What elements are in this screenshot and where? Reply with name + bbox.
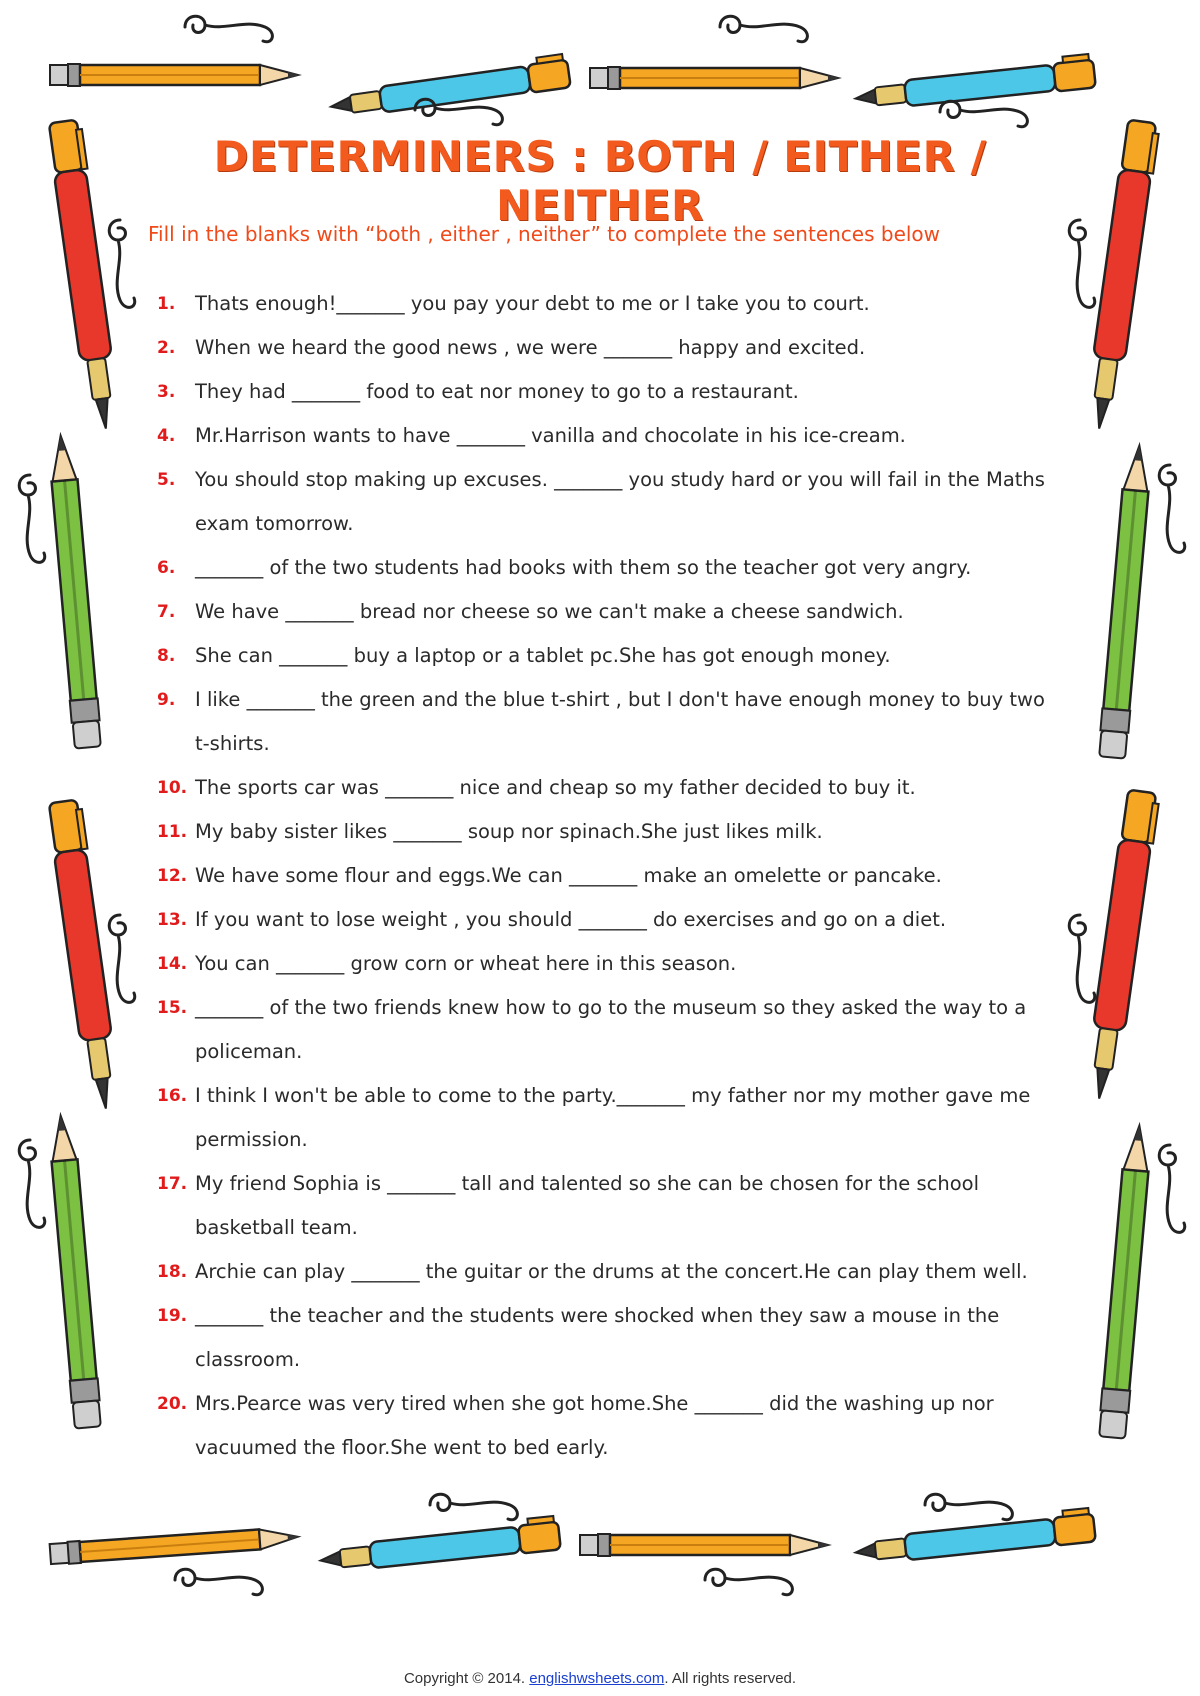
copyright-footer bbox=[0, 1670, 1200, 1687]
question-number: 7. bbox=[157, 602, 176, 622]
question-text: Thats enough!_______ you pay your debt to me or I take you to court. bbox=[195, 292, 870, 315]
question-text: You should stop making up excuses. _______ you study hard or you will fail in the Maths exam tomorrow. bbox=[195, 468, 1045, 535]
question-number: 16. bbox=[157, 1086, 188, 1106]
question-item bbox=[157, 458, 1057, 546]
question-text: They had _______ food to eat nor money to go to a restaurant. bbox=[195, 380, 799, 403]
question-text: Archie can play _______ the guitar or the drums at the concert.He can play them well. bbox=[195, 1260, 1028, 1283]
question-number: 17. bbox=[157, 1174, 188, 1194]
question-text: When we heard the good news , we were _______ happy and excited. bbox=[195, 336, 866, 359]
pencil-icon bbox=[47, 1114, 102, 1428]
question-item bbox=[157, 282, 1057, 326]
question-text: _______ the teacher and the students were shocked when they saw a mouse in the classroom. bbox=[195, 1304, 1000, 1371]
question-item bbox=[157, 898, 1057, 942]
question-number: 11. bbox=[157, 822, 188, 842]
question-number: 10. bbox=[157, 778, 188, 798]
question-number: 20. bbox=[157, 1394, 188, 1414]
question-text: I think I won't be able to come to the party._______ my father nor my mother gave me permission. bbox=[195, 1084, 1031, 1151]
pencil-icon bbox=[50, 64, 300, 86]
question-number: 15. bbox=[157, 998, 188, 1018]
copyright-suffix: . All rights reserved. bbox=[664, 1670, 797, 1687]
pen-icon bbox=[854, 1508, 1096, 1567]
question-number: 8. bbox=[157, 646, 176, 666]
instructions: Fill in the blanks with “both , either , neither” to complete the sentences below bbox=[148, 222, 941, 246]
question-number: 4. bbox=[157, 426, 176, 446]
question-number: 5. bbox=[157, 470, 176, 490]
question-item bbox=[157, 634, 1057, 678]
page-title: DETERMINERS : BOTH / EITHER / NEITHER bbox=[213, 132, 987, 230]
question-text: _______ of the two friends knew how to go to the museum so they asked the way to a policeman. bbox=[195, 996, 1027, 1063]
pencil-icon bbox=[50, 1526, 301, 1565]
question-text: Mr.Harrison wants to have _______ vanilla and chocolate in his ice-cream. bbox=[195, 424, 906, 447]
pencil-icon bbox=[580, 1534, 830, 1556]
question-number: 2. bbox=[157, 338, 176, 358]
question-item bbox=[157, 810, 1057, 854]
pencil-icon bbox=[1098, 444, 1153, 758]
question-item bbox=[157, 1074, 1057, 1162]
question-number: 14. bbox=[157, 954, 188, 974]
question-item bbox=[157, 854, 1057, 898]
question-item bbox=[157, 1250, 1057, 1294]
pen-icon bbox=[1083, 119, 1160, 431]
question-text: We have some flour and eggs.We can _______ make an omelette or pancake. bbox=[195, 864, 942, 887]
question-item bbox=[157, 370, 1057, 414]
question-item bbox=[157, 1382, 1057, 1470]
pen-icon bbox=[47, 799, 124, 1111]
question-item bbox=[157, 766, 1057, 810]
question-number: 13. bbox=[157, 910, 188, 930]
pen-icon bbox=[319, 1516, 561, 1575]
question-item bbox=[157, 414, 1057, 458]
question-item bbox=[157, 1162, 1057, 1250]
question-text: She can _______ buy a laptop or a tablet pc.She has got enough money. bbox=[195, 644, 891, 667]
pen-icon bbox=[1083, 789, 1160, 1101]
question-text: My baby sister likes _______ soup nor spinach.She just likes milk. bbox=[195, 820, 823, 843]
question-number: 12. bbox=[157, 866, 188, 886]
question-item bbox=[157, 590, 1057, 634]
question-number: 9. bbox=[157, 690, 176, 710]
question-number: 18. bbox=[157, 1262, 188, 1282]
question-item bbox=[157, 942, 1057, 986]
question-text: Mrs.Pearce was very tired when she got home.She _______ did the washing up nor vacuumed the floor.She went to bed early. bbox=[195, 1392, 994, 1459]
pencil-icon bbox=[1098, 1124, 1153, 1438]
question-text: If you want to lose weight , you should _______ do exercises and go on a diet. bbox=[195, 908, 947, 931]
pen-icon bbox=[854, 54, 1096, 113]
question-item bbox=[157, 986, 1057, 1074]
site-link[interactable]: englishwsheets.com bbox=[529, 1670, 665, 1687]
question-text: The sports car was _______ nice and cheap so my father decided to buy it. bbox=[195, 776, 916, 799]
question-item bbox=[157, 678, 1057, 766]
question-list bbox=[157, 282, 1057, 1470]
question-item bbox=[157, 546, 1057, 590]
question-item bbox=[157, 326, 1057, 370]
question-text: We have _______ bread nor cheese so we can't make a cheese sandwich. bbox=[195, 600, 904, 623]
question-text: I like _______ the green and the blue t-shirt , but I don't have enough money to buy two t-shirts. bbox=[195, 688, 1045, 755]
pen-icon bbox=[47, 119, 124, 431]
question-text: My friend Sophia is _______ tall and talented so she can be chosen for the school basketball team. bbox=[195, 1172, 979, 1239]
pencil-icon bbox=[47, 434, 102, 748]
question-text: You can _______ grow corn or wheat here in this season. bbox=[195, 952, 737, 975]
question-number: 1. bbox=[157, 294, 176, 314]
question-number: 3. bbox=[157, 382, 176, 402]
question-item bbox=[157, 1294, 1057, 1382]
question-number: 6. bbox=[157, 558, 176, 578]
copyright-text: Copyright © 2014. bbox=[403, 1670, 530, 1687]
pencil-icon bbox=[590, 67, 840, 89]
question-number: 19. bbox=[157, 1306, 188, 1326]
question-text: _______ of the two students had books with them so the teacher got very angry. bbox=[195, 556, 972, 579]
